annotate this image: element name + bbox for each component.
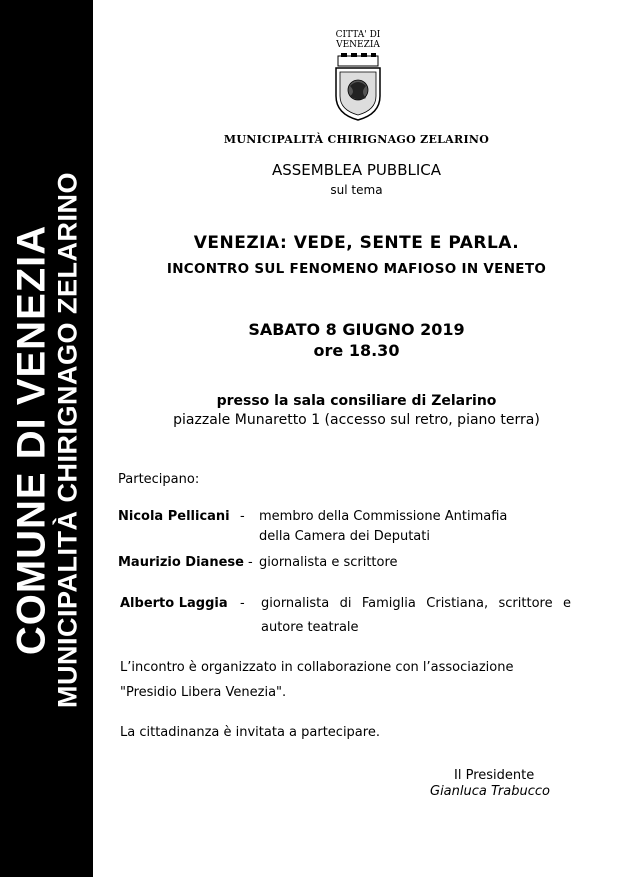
signature-title: Il Presidente — [454, 768, 535, 783]
organization-note: L’incontro è organizzato in collaborazione con l’associazione — [120, 660, 514, 675]
participant-role-continued: autore teatrale — [261, 620, 359, 635]
participant-name: Maurizio Dianese — [118, 555, 244, 570]
event-time: ore 18.30 — [313, 341, 400, 360]
participant-role: membro della Commissione Antimafia — [259, 509, 508, 524]
logo-text-line2: VENEZIA — [336, 40, 380, 50]
sidebar-municipalita-title: MUNICIPALITÀ CHIRIGNAGO ZELARINO — [52, 172, 83, 708]
event-subtitle-2: INCONTRO SUL FENOMENO MAFIOSO IN VENETO — [166, 261, 547, 277]
invitation-note: La cittadinanza è invitata a partecipare. — [120, 725, 380, 740]
participant-name: Alberto Laggia — [120, 596, 228, 611]
participant-role: giornalista e scrittore — [259, 555, 398, 570]
sidebar-banner — [0, 0, 93, 877]
participant-separator: - — [240, 509, 245, 524]
event-type: ASSEMBLEA PUBBLICA — [272, 161, 441, 179]
logo-caption — [318, 30, 398, 50]
coat-of-arms-icon — [330, 52, 386, 122]
event-title: VENEZIA: VEDE, SENTE E PARLA. — [193, 233, 520, 253]
participant-role: giornalista di Famiglia Cristiana, scrittore e — [261, 596, 571, 611]
participants-heading: Partecipano: — [118, 472, 200, 487]
event-address: piazzale Munaretto 1 (accesso sul retro, piano terra) — [173, 412, 540, 428]
venezia-logo — [318, 30, 398, 125]
event-subtitle: sul tema — [330, 183, 383, 197]
event-venue: presso la sala consiliare di Zelarino — [216, 393, 497, 409]
event-date: SABATO 8 GIUGNO 2019 — [248, 320, 465, 339]
organization-note-continued: "Presidio Libera Venezia". — [120, 685, 287, 700]
logo-text-line1: CITTA' DI — [335, 30, 381, 40]
sidebar-comune-title: COMUNE DI VENEZIA — [9, 224, 54, 656]
participant-role-continued: della Camera dei Deputati — [259, 529, 430, 544]
participant-separator: - — [248, 555, 253, 570]
municipalita-heading: MUNICIPALITÀ CHIRIGNAGO ZELARINO — [223, 133, 490, 146]
participant-separator: - — [240, 596, 245, 611]
signature-name: Gianluca Trabucco — [430, 784, 550, 799]
participant-name: Nicola Pellicani — [118, 509, 230, 524]
